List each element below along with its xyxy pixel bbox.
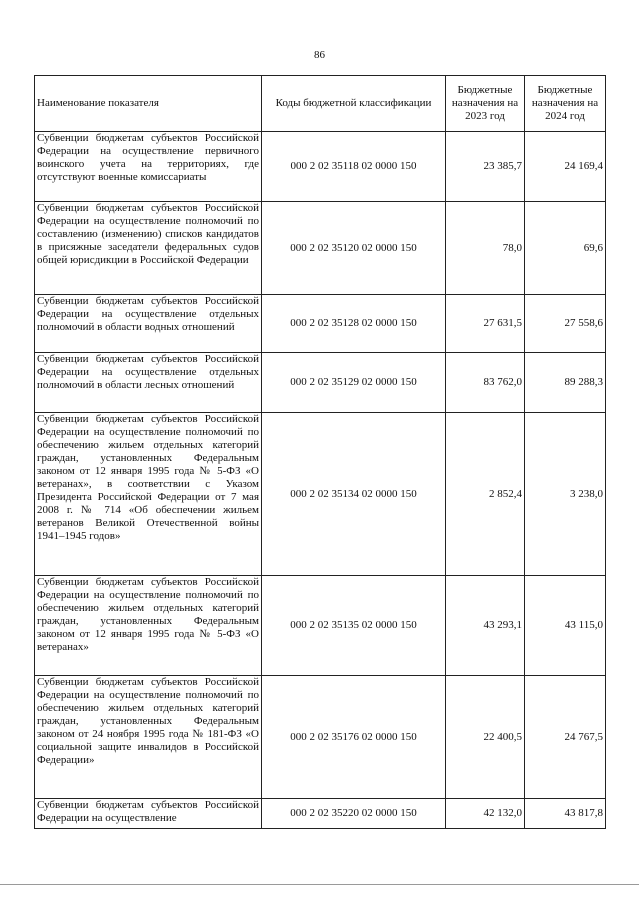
row-value-2024: 24 767,5 (525, 676, 606, 799)
row-value-2023: 42 132,0 (446, 799, 525, 829)
budget-table (34, 75, 606, 829)
row-value-2024: 43 817,8 (525, 799, 606, 829)
row-name: Субвенции бюджетам субъектов Российской Федерации на осуществление полномочий по обеспечению жильем отдельных категорий граждан, установленных Федеральным законом от 12 января 1995 года № 5-ФЗ «О ветеранах», в соответствии с Указом Президента Российской Федерации от 7 мая 2008 г. № 714 «Об обеспечении жильем ветеранов Великой Отечественной войны 1941–1945 годов» (35, 413, 262, 576)
row-name: Субвенции бюджетам субъектов Российской Федерации на осуществление отдельных полномочий в области водных отношений (35, 295, 262, 353)
row-name: Субвенции бюджетам субъектов Российской Федерации на осуществление полномочий по обеспечению жильем отдельных категорий граждан, установленных Федеральным законом от 24 ноября 1995 года № 181-ФЗ «О социальной защите инвалидов в Российской Федерации» (35, 676, 262, 799)
row-code: 000 2 02 35120 02 0000 150 (262, 202, 446, 295)
row-name: Субвенции бюджетам субъектов Российской Федерации на осуществление отдельных полномочий в области лесных отношений (35, 353, 262, 413)
table-row (35, 413, 606, 576)
table-header-row (35, 76, 606, 132)
table-row (35, 576, 606, 676)
row-name: Субвенции бюджетам субъектов Российской Федерации на осуществление полномочий по составлению (изменению) списков кандидатов в присяжные заседатели федеральных судов общей юрисдикции в Российской Федерации (35, 202, 262, 295)
row-value-2023: 83 762,0 (446, 353, 525, 413)
page-bottom-rule (0, 884, 639, 885)
row-value-2023: 22 400,5 (446, 676, 525, 799)
header-budget-2024: Бюджетные назначения на 2024 год (525, 76, 606, 132)
row-value-2023: 43 293,1 (446, 576, 525, 676)
row-code: 000 2 02 35118 02 0000 150 (262, 132, 446, 202)
row-code: 000 2 02 35134 02 0000 150 (262, 413, 446, 576)
table-row (35, 295, 606, 353)
row-value-2023: 27 631,5 (446, 295, 525, 353)
row-name: Субвенции бюджетам субъектов Российской Федерации на осуществление первичного воинского учета на территориях, где отсутствуют военные комиссариаты (35, 132, 262, 202)
row-code: 000 2 02 35176 02 0000 150 (262, 676, 446, 799)
table-row (35, 202, 606, 295)
table-row (35, 676, 606, 799)
row-value-2024: 24 169,4 (525, 132, 606, 202)
row-code: 000 2 02 35129 02 0000 150 (262, 353, 446, 413)
table-row (35, 799, 606, 829)
table-row (35, 353, 606, 413)
row-value-2024: 69,6 (525, 202, 606, 295)
row-value-2024: 43 115,0 (525, 576, 606, 676)
row-value-2023: 78,0 (446, 202, 525, 295)
header-budget-2023: Бюджетные назначения на 2023 год (446, 76, 525, 132)
header-budget-code: Коды бюджетной классификации (262, 76, 446, 132)
page-number: 86 (314, 49, 325, 61)
row-value-2023: 2 852,4 (446, 413, 525, 576)
row-name: Субвенции бюджетам субъектов Российской Федерации на осуществление (35, 799, 262, 829)
table-row (35, 132, 606, 202)
row-value-2024: 89 288,3 (525, 353, 606, 413)
row-name: Субвенции бюджетам субъектов Российской Федерации на осуществление полномочий по обеспечению жильем отдельных категорий граждан, установленных Федеральным законом от 12 января 1995 года № 5-ФЗ «О ветеранах» (35, 576, 262, 676)
row-value-2023: 23 385,7 (446, 132, 525, 202)
row-code: 000 2 02 35220 02 0000 150 (262, 799, 446, 829)
header-indicator-name: Наименование показателя (35, 76, 262, 132)
row-value-2024: 27 558,6 (525, 295, 606, 353)
row-value-2024: 3 238,0 (525, 413, 606, 576)
row-code: 000 2 02 35128 02 0000 150 (262, 295, 446, 353)
row-code: 000 2 02 35135 02 0000 150 (262, 576, 446, 676)
